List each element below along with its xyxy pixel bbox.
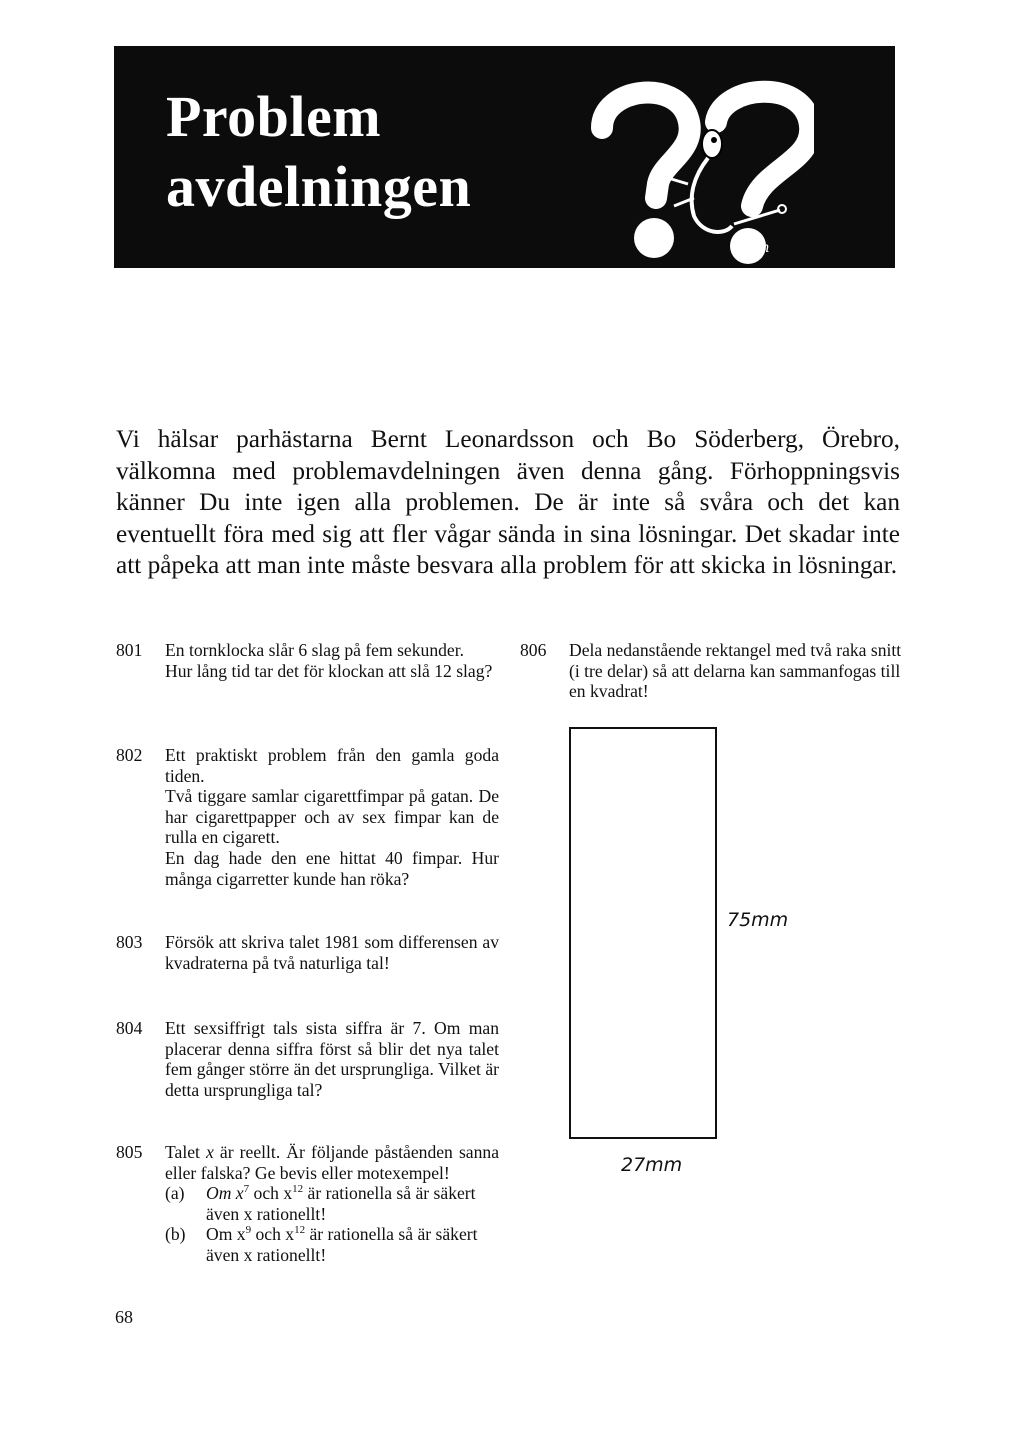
- problem-text: [165, 932, 499, 973]
- exponent: 12: [294, 1224, 306, 1237]
- text-run: Om x: [206, 1183, 244, 1204]
- problem-line: Försök att skriva talet 1981 som differensen av kvadraterna på två naturliga tal!: [165, 932, 499, 973]
- rectangle-diagram: [569, 727, 717, 1139]
- problem-intro: [165, 1142, 499, 1183]
- problem-line: En tornklocka slår 6 slag på fem sekunder.: [165, 640, 465, 660]
- text-run: är rationella så är säkert även x rationellt!: [206, 1183, 476, 1224]
- text-run: och x: [251, 1224, 295, 1245]
- intro-paragraph: Vi hälsar parhästarna Bernt Leonardsson och Bo Söderberg, Örebro, välkomna med problemavdelningen även denna gång. Förhoppningsvis känner Du inte igen alla problemen. De är inte så svåra och det kan eventuellt föra med sig att fler vågar sända in sina lösningar. Det skadar inte att påpeka att man inte måste besvara alla problem för att skicka in lösningar.: [116, 425, 900, 580]
- exponent: 7: [243, 1183, 250, 1196]
- sub-label: (b): [165, 1224, 186, 1245]
- page-number: 68: [115, 1307, 133, 1327]
- artist-signature: Em: [746, 240, 770, 256]
- text-run: och x: [249, 1183, 293, 1204]
- problem-line: Dela nedanstående rektangel med två raka snitt (i tre delar) så att delarna kan sammanfogas till en kvadrat!: [569, 640, 902, 702]
- problem-line: Ett sexsiffrigt tals sista siffra är 7. Om man placerar denna siffra först så blir det nya talet fem gånger större än det ursprungliga. Vilket är detta ursprungliga tal?: [165, 1018, 499, 1100]
- exponent: 12: [292, 1183, 304, 1196]
- problem-line: Hur lång tid tar det för klockan att slå 12 slag?: [165, 660, 493, 681]
- problem-line: Två tiggare samlar cigarettfimpar på gatan. De har cigarettpapper och av sex fimpar kan de rulla en cigarett.: [165, 786, 499, 848]
- problem-number: 804: [116, 1018, 143, 1038]
- width-label: 27mm: [621, 1154, 683, 1176]
- sub-question-a: [165, 1183, 499, 1224]
- height-label: 75mm: [727, 909, 789, 931]
- problem-number: 802: [116, 745, 143, 765]
- problem-text: [165, 745, 499, 889]
- text-run: är reellt. Är följande påståenden sanna eller falska? Ge bevis eller motexempel!: [165, 1142, 500, 1183]
- problem-text: [165, 640, 499, 681]
- problem-number: 801: [116, 640, 143, 660]
- problem-number: 803: [116, 932, 143, 952]
- section-title-line1: Problem: [166, 84, 382, 149]
- text-run: är rationella så är säkert även x rationellt!: [206, 1224, 478, 1265]
- exponent: 9: [245, 1224, 252, 1237]
- variable: x: [206, 1142, 214, 1162]
- problem-text: [165, 1142, 499, 1266]
- sub-label: (a): [165, 1183, 185, 1204]
- section-title: [166, 82, 471, 222]
- header-banner: [114, 46, 895, 268]
- text-run: Talet: [165, 1142, 207, 1162]
- sub-text: [206, 1183, 499, 1224]
- sub-text: [206, 1224, 499, 1265]
- problem-number: 805: [116, 1142, 143, 1162]
- problem-text: [165, 1018, 499, 1100]
- problem-number: 806: [520, 640, 547, 660]
- text-run: Om x: [206, 1224, 246, 1245]
- problem-text: [569, 640, 909, 702]
- problem-line: Ett praktiskt problem från den gamla goda tiden.: [165, 745, 499, 786]
- problem-line: En dag hade den ene hittat 40 fimpar. Hur många cigarretter kunde han röka?: [165, 847, 499, 889]
- sub-question-b: [165, 1224, 499, 1265]
- question-marks-cartoon-icon: [584, 66, 814, 266]
- section-title-line2: avdelningen: [166, 154, 472, 219]
